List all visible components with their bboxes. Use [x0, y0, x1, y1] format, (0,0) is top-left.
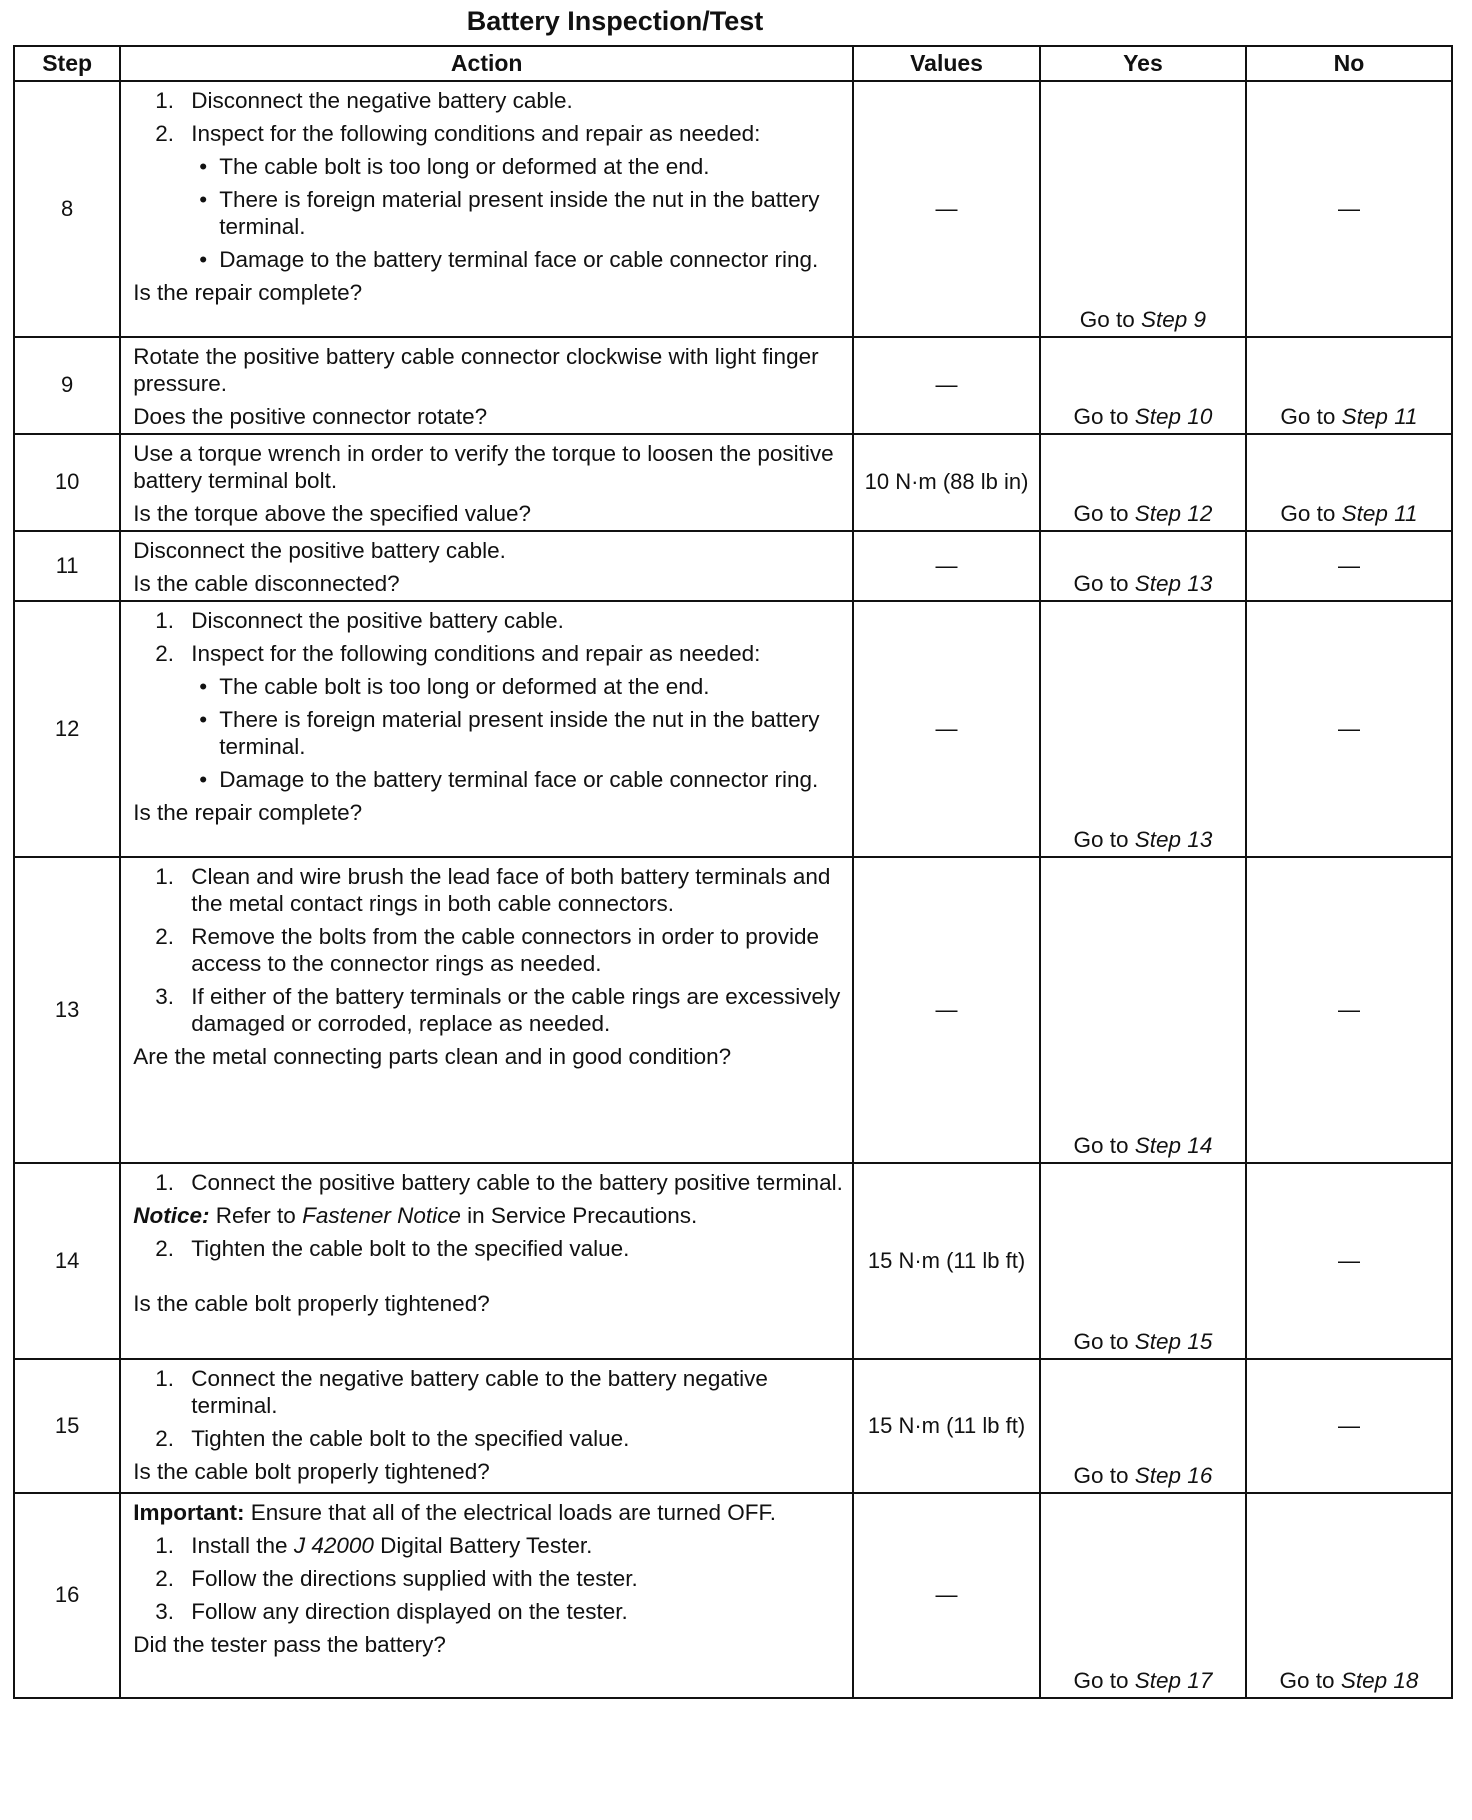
goto-prefix: Go to: [1073, 1668, 1129, 1693]
goto-step-link[interactable]: Step 16: [1134, 1463, 1213, 1488]
goto-prefix: Go to: [1280, 404, 1336, 429]
table-row: [14, 857, 1452, 1163]
no-cell: [1246, 1163, 1452, 1359]
value-cell: 15 N·m (11 lb ft): [853, 1359, 1040, 1493]
page-title: Battery Inspection/Test: [466, 6, 764, 36]
no-cell: [1246, 81, 1452, 337]
dash: —: [1337, 716, 1360, 742]
table-row: [14, 81, 1452, 337]
value-cell: 15 N·m (11 lb ft): [853, 1163, 1040, 1359]
action-question: Is the repair complete?: [133, 800, 363, 825]
notice-label: Notice:: [133, 1203, 210, 1228]
dash: —: [935, 372, 958, 398]
action-question: Does the positive connector rotate?: [133, 404, 488, 429]
dash: —: [935, 552, 958, 578]
action-bullet: The cable bolt is too long or deformed at the end.: [219, 674, 710, 699]
step-number: 10: [14, 434, 120, 531]
table-row: [14, 601, 1452, 857]
goto-step-link[interactable]: Step 13: [1134, 571, 1213, 596]
action-cell: [120, 434, 853, 531]
table-row: [14, 434, 1452, 531]
action-item: [191, 1532, 844, 1559]
step-number: 16: [14, 1493, 120, 1698]
action-item: Tighten the cable bolt to the specified value.: [191, 1426, 630, 1451]
important-text: Ensure that all of the electrical loads are turned OFF.: [250, 1500, 777, 1525]
goto-step-link[interactable]: Step 11: [1341, 404, 1418, 429]
no-cell: [1246, 1359, 1452, 1493]
goto-step-link[interactable]: Step 9: [1141, 307, 1207, 332]
header-values: Values: [853, 46, 1040, 81]
yes-cell: [1040, 1493, 1246, 1698]
dash: —: [935, 996, 958, 1022]
notice-pre: Refer to: [215, 1203, 296, 1228]
dash: —: [1337, 553, 1360, 579]
step-number: 13: [14, 857, 120, 1163]
goto-step-link[interactable]: Step 13: [1134, 827, 1213, 852]
goto-prefix: Go to: [1280, 501, 1336, 526]
table-row: [14, 1359, 1452, 1493]
action-item: Disconnect the positive battery cable.: [191, 608, 564, 633]
action-item: Inspect for the following conditions and repair as needed:: [191, 121, 761, 146]
goto-step-link[interactable]: Step 12: [1134, 501, 1213, 526]
yes-cell: [1040, 434, 1246, 531]
step-number: 8: [14, 81, 120, 337]
no-cell: [1246, 337, 1452, 434]
goto-step-link[interactable]: Step 15: [1134, 1329, 1213, 1354]
action-cell: 1. Connect the negative battery cable to the battery negative terminal. 2. Tighten the cable bolt to the specified value. Is the cable bolt properly tightened?: [120, 1359, 853, 1493]
dash: —: [935, 715, 958, 741]
important-label: Important:: [133, 1500, 245, 1525]
dash: —: [1337, 196, 1360, 222]
action-bullet: There is foreign material present inside the nut in the battery terminal.: [219, 187, 820, 239]
no-cell: [1246, 857, 1452, 1163]
step-number: 12: [14, 601, 120, 857]
value-cell: [853, 81, 1040, 337]
action-cell: 1. Disconnect the negative battery cable. 2. Inspect for the following conditions and repair as needed: • The cable bolt is too long or deformed at the end. • There is foreign material present inside the nut in the battery terminal. • Damage to the battery terminal face or cable connector ring. Is the repair complete?: [120, 81, 853, 337]
action-item: Inspect for the following conditions and repair as needed:: [191, 641, 761, 666]
table-row: [14, 1163, 1452, 1359]
action-item: Tighten the cable bolt to the specified value.: [191, 1236, 630, 1261]
action-text: Use a torque wrench in order to verify the torque to loosen the positive battery terminal bolt.: [133, 441, 834, 493]
tool-reference: J 42000: [293, 1533, 374, 1558]
action-bullet: Damage to the battery terminal face or cable connector ring.: [219, 247, 819, 272]
goto-prefix: Go to: [1073, 571, 1129, 596]
action-item: Disconnect the negative battery cable.: [191, 88, 573, 113]
action-item: Connect the positive battery cable to the battery positive terminal.: [191, 1170, 843, 1195]
goto-step-link[interactable]: Step 14: [1134, 1133, 1213, 1158]
action-bullet: The cable bolt is too long or deformed at the end.: [219, 154, 710, 179]
goto-step-link[interactable]: Step 18: [1340, 1668, 1419, 1693]
action-item: If either of the battery terminals or the cable rings are excessively damaged or corroded, replace as needed.: [191, 984, 841, 1036]
action-cell: Important: Ensure that all of the electrical loads are turned OFF. 1. Install the J 42000 Digital Battery Tester. 2. Follow the directions supplied with the tester. 3. Follow any direction displayed on the tester. Did the tester pass the battery?: [120, 1493, 853, 1698]
item-post: Digital Battery Tester.: [380, 1533, 593, 1558]
value-cell: [853, 601, 1040, 857]
dash: —: [935, 195, 958, 221]
notice: [133, 1202, 844, 1229]
action-text: Rotate the positive battery cable connector clockwise with light finger pressure.: [133, 344, 819, 396]
goto-prefix: Go to: [1073, 1329, 1129, 1354]
battery-test-table: [13, 45, 1453, 1699]
no-cell: [1246, 1493, 1452, 1698]
step-number: 11: [14, 531, 120, 601]
goto-prefix: Go to: [1073, 501, 1129, 526]
action-question: Is the cable bolt properly tightened?: [133, 1291, 490, 1316]
action-item: Clean and wire brush the lead face of both battery terminals and the metal contact rings in both cable connectors.: [191, 864, 831, 916]
action-bullet: Damage to the battery terminal face or cable connector ring.: [219, 767, 819, 792]
goto-step-link[interactable]: Step 10: [1134, 404, 1213, 429]
goto-prefix: Go to: [1279, 1668, 1335, 1693]
notice-post: in Service Precautions.: [467, 1203, 698, 1228]
no-cell: [1246, 601, 1452, 857]
dash: —: [1337, 1248, 1360, 1274]
action-cell: 1. Clean and wire brush the lead face of both battery terminals and the metal contact rings in both cable connectors. 2. Remove the bolts from the cable connectors in order to provide access to the connector rings as needed. 3. If either of the battery terminals or the cable rings are excessively damaged or corroded, replace as needed. Are the metal connecting parts clean and in good condition?: [120, 857, 853, 1163]
value-cell: [853, 857, 1040, 1163]
table-row: [14, 337, 1452, 434]
step-number: 15: [14, 1359, 120, 1493]
goto-prefix: Go to: [1073, 1133, 1129, 1158]
action-question: Are the metal connecting parts clean and in good condition?: [133, 1044, 732, 1069]
action-question: Is the repair complete?: [133, 280, 363, 305]
yes-cell: [1040, 1359, 1246, 1493]
action-question: Did the tester pass the battery?: [133, 1632, 446, 1657]
value-cell: [853, 337, 1040, 434]
action-item: Connect the negative battery cable to the battery negative terminal.: [191, 1366, 768, 1418]
step-number: 14: [14, 1163, 120, 1359]
action-cell: 1. Connect the positive battery cable to the battery positive terminal. Notice: Refer to Fastener Notice in Service Precautions. 2. Tighten the cable bolt to the specified value. Is the cable bolt properly tightened?: [120, 1163, 853, 1359]
action-cell: [120, 531, 853, 601]
no-cell: [1246, 434, 1452, 531]
goto-step-link[interactable]: Step 11: [1341, 501, 1418, 526]
action-cell: 1. Disconnect the positive battery cable. 2. Inspect for the following conditions and repair as needed: • The cable bolt is too long or deformed at the end. • There is foreign material present inside the nut in the battery terminal. • Damage to the battery terminal face or cable connector ring. Is the repair complete?: [120, 601, 853, 857]
no-cell: [1246, 531, 1452, 601]
yes-cell: [1040, 81, 1246, 337]
step-number: 9: [14, 337, 120, 434]
yes-cell: [1040, 601, 1246, 857]
table-row: [14, 1493, 1452, 1698]
value-cell: [853, 531, 1040, 601]
action-item: Follow the directions supplied with the tester.: [191, 1566, 638, 1591]
header-action: Action: [120, 46, 853, 81]
goto-prefix: Go to: [1079, 307, 1135, 332]
value-cell: [853, 1493, 1040, 1698]
yes-cell: [1040, 337, 1246, 434]
yes-cell: [1040, 857, 1246, 1163]
dash: —: [1337, 997, 1360, 1023]
dash: —: [935, 1582, 958, 1608]
goto-prefix: Go to: [1073, 827, 1129, 852]
action-cell: [120, 337, 853, 434]
action-question: Is the cable disconnected?: [133, 571, 400, 596]
action-item: Remove the bolts from the cable connectors in order to provide access to the connector rings as needed.: [191, 924, 820, 976]
header-row: [14, 46, 1452, 81]
header-step: Step: [14, 46, 120, 81]
goto-prefix: Go to: [1073, 404, 1129, 429]
value-cell: 10 N·m (88 lb in): [853, 434, 1040, 531]
action-text: Disconnect the positive battery cable.: [133, 538, 506, 563]
item-pre: Install the: [191, 1533, 288, 1558]
action-question: Is the torque above the specified value?: [133, 501, 532, 526]
dash: —: [1337, 1413, 1360, 1439]
action-bullet: There is foreign material present inside the nut in the battery terminal.: [219, 707, 820, 759]
table-row: [14, 531, 1452, 601]
important-note: [133, 1499, 844, 1526]
header-no: No: [1246, 46, 1452, 81]
goto-step-link[interactable]: Step 17: [1134, 1668, 1213, 1693]
header-yes: Yes: [1040, 46, 1246, 81]
goto-prefix: Go to: [1073, 1463, 1129, 1488]
notice-reference: Fastener Notice: [302, 1203, 461, 1228]
action-question: Is the cable bolt properly tightened?: [133, 1459, 490, 1484]
yes-cell: [1040, 1163, 1246, 1359]
yes-cell: [1040, 531, 1246, 601]
action-item: Follow any direction displayed on the tester.: [191, 1599, 628, 1624]
